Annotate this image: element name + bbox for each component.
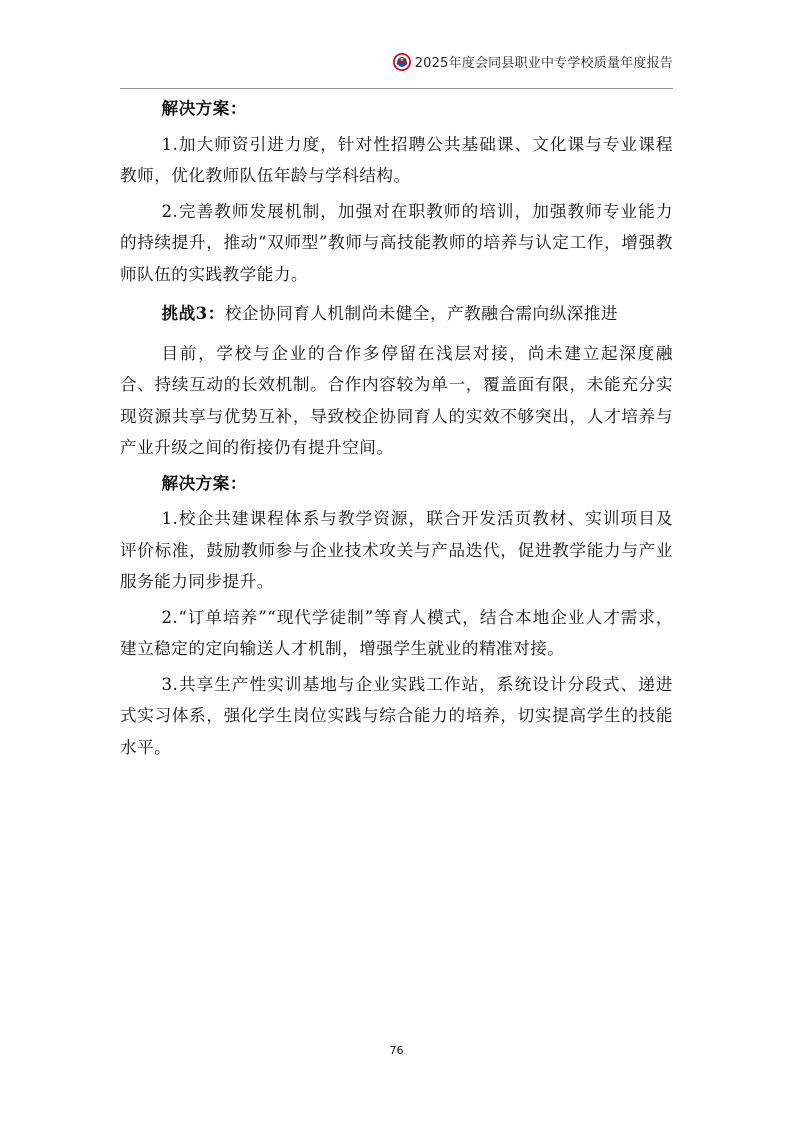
solution-heading-2: 解决方案： — [161, 472, 247, 493]
page-header — [120, 52, 673, 89]
paragraph-solution-2-item-2: 2.“订单培养”“现代学徒制”等育人模式，结合本地企业人才需求，建立稳定的定向输送人才机制，增强学生就业的精准对接。 — [120, 607, 673, 658]
school-logo-icon — [393, 53, 411, 71]
paragraph-solution-2-item-3: 3.共享生产性实训基地与企业实践工作站，系统设计分段式、递进式实习体系，强化学生岗位实践与综合能力的培养，切实提高学生的技能水平。 — [120, 674, 673, 757]
paragraph-solution-1-item-2: 2.完善教师发展机制，加强对在职教师的培训，加强教师专业能力的持续提升，推动“双师型”教师与高技能教师的培养与认定工作，增强教师队伍的实践教学能力。 — [120, 201, 673, 284]
challenge-3-heading — [120, 298, 673, 330]
page-number: 76 — [389, 1044, 404, 1057]
header-title: 2025年度会同县职业中专学校质量年度报告 — [414, 56, 673, 71]
paragraph-solution-1-item-1: 1.加大师资引进力度，针对性招聘公共基础课、文化课与专业课程教师，优化教师队伍年龄与学科结构。 — [120, 134, 673, 185]
document-body — [120, 93, 673, 763]
paragraph-challenge-3-description: 目前，学校与企业的合作多停留在浅层对接，尚未建立起深度融合、持续互动的长效机制。合作内容较为单一，覆盖面有限，未能充分实现资源共享与优势互补，导致校企协同育人的实效不够突出，人才培养与产业升级之间的衔接仍有提升空间。 — [120, 343, 673, 457]
paragraph-solution-2-item-1: 1.校企共建课程体系与教学资源，联合开发活页教材、实训项目及评价标准，鼓励教师参与企业技术攻关与产品迭代，促进教学能力与产业服务能力同步提升。 — [120, 509, 673, 591]
challenge-3-text: 校企协同育人机制尚未健全，产教融合需向纵深推进 — [224, 304, 618, 323]
challenge-3-label: 挑战3： — [161, 303, 225, 323]
solution-heading-1: 解决方案： — [161, 98, 247, 118]
header-title-group — [393, 52, 673, 71]
